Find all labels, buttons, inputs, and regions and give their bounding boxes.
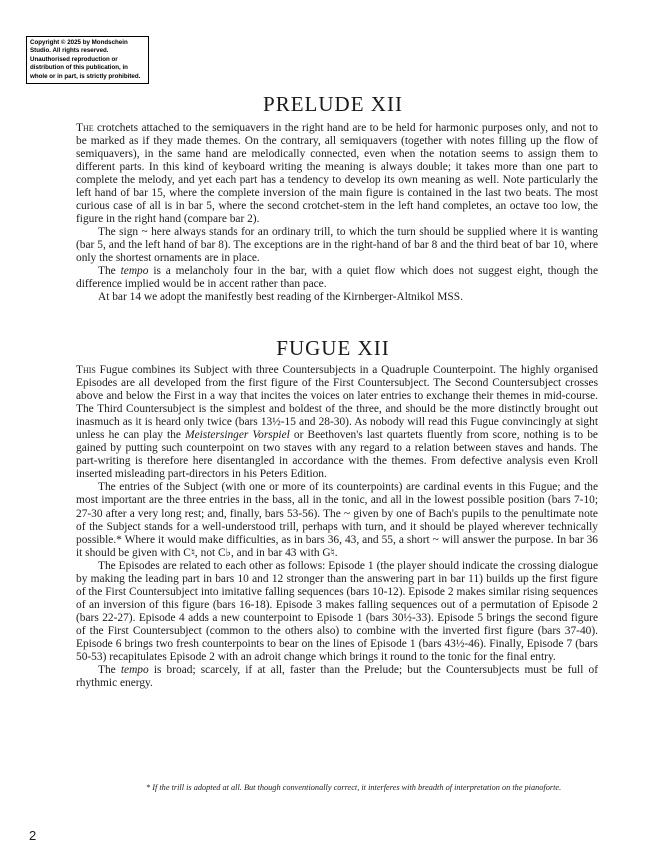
prelude-body xyxy=(76,122,598,304)
prelude-title: PRELUDE XII xyxy=(263,92,403,116)
prelude-paragraph-text: crotchets attached to the semiquavers in the right hand are to be held for harmonic purposes only, and not to be marked as if they made themes. On the contrary, all semiquavers (together with notes filling up the flow of semiquavers), in the same hand are melodically connected, even when the notation seems to assign them to different parts. In this kind of keyboard writing the meaning is always double; it takes more than one part to complete the melody, and yet each part has a tendency to develop its own meaning as well. Note particularly the left hand of bar 15, where the complete inversion of the main figure is contained in the last two beats. The most curious case of all is in bar 5, where the second crotchet-stem in the left hand completes, an octave too low, the figure in the right hand (compare bar 2). xyxy=(76,122,598,225)
fugue-paragraph-episodes: The Episodes are related to each other as follows: Episode 1 (the player should indicate the crossing dialogue by making the leading part in bars 10 and 12 stronger than the answering part in bar 11) builds up the first figure of the First Countersubject into imitative falling sequences (bars 10-12). Episode 2 makes similar rising sequences of an inversion of this figure (bars 16-18). Episode 3 makes falling sequences out of a permutation of Episode 2 (bars 22-27). Episode 4 adds a new counterpoint to Episode 1 (bars 30½-33). Episode 5 brings the second figure of the First Countersubject (common to the others also) to combine with the inverted first figure (bars 37-40). Episode 6 brings two fresh counterpoints to bear on the lines of Episode 1 (bars 43½-46). Finally, Episode 7 (bars 50-53) recapitulates Episode 2 with an adroit change which brings it round to the tonic for the final entry. xyxy=(76,559,598,664)
page-number: 2 xyxy=(29,828,37,843)
prelude-trill-paragraph: The sign ~ here always stands for an ordinary trill, to which the turn should be supplied where it is wanting (bar 5, and the left hand of bar 8). The exceptions are in the right-hand of bar 8 and the third beat of bar 10, where only the shortest ornaments are in place. xyxy=(76,226,598,264)
fugue-tempo-word: tempo xyxy=(120,664,149,677)
prelude-tempo-paragraph xyxy=(76,265,598,291)
fugue-intro-b: or Beethoven's last quartets fluently from score, nothing is to be gained by putting such counterpoint on two staves with any regard to a relation between staves and hands. The part-writing is therefore here disentangled in accordance with the themes. From defective analysis even Kroll inserted misleading part-directors in his Peters Edition. xyxy=(76,429,598,481)
fugue-paragraph-intro xyxy=(76,364,598,481)
fugue-body xyxy=(76,364,598,690)
copyright-notice: Copyright © 2025 by Mondschein Studio. All rights reserved. Unauthorised reproduction or distribution of this publication, in whole or in part, is strictly prohibited. xyxy=(26,36,149,84)
prelude-tempo-word: tempo xyxy=(120,265,149,277)
fugue-paragraph-tempo xyxy=(76,664,598,690)
meistersinger-title: Meistersinger Vorspiel xyxy=(185,429,290,442)
prelude-tempo-suffix: is a melancholy four in the bar, with a quiet flow which does not suggest eight, though the difference implied would be in accent rather than pace. xyxy=(76,265,598,290)
prelude-paragraph xyxy=(76,122,598,226)
fugue-tempo-suffix: is broad; scarcely, if at all, faster than the Prelude; but the Countersubjects must be full of rhythmic energy. xyxy=(76,664,598,690)
prelude-first-word: The xyxy=(76,122,94,134)
prelude-bar14-paragraph: At bar 14 we adopt the manifestly best reading of the Kirnberger-Altnikol MSS. xyxy=(98,291,463,303)
prelude-tempo-prefix: The xyxy=(98,265,116,277)
fugue-intro-a: Fugue combines its Subject with three Countersubjects in a Quadruple Counterpoint. The highly organised Episodes are all developed from the first figure of the First Countersubject. The Second Countersubject crosses above and below the First in a way that incites the voices on later entries to exchange their themes in mid-course. The Third Countersubject is the simplest and boldest of the three, and should be the more distinctly brought out inasmuch as it is heard only twice (bars 13½-15 and 28-30). As nobody will read this Fugue convincingly at sight unless he can play the xyxy=(76,364,598,442)
footnote: * If the trill is adopted at all. But though conventionally correct, it interferes with breadth of interpretation on the pianoforte. xyxy=(146,783,562,792)
fugue-tempo-prefix: The xyxy=(98,664,116,677)
fugue-title: FUGUE XII xyxy=(276,336,390,360)
fugue-first-word: This xyxy=(76,364,96,376)
fugue-paragraph-entries: The entries of the Subject (with one or more of its counterpoints) are cardinal events in this Fugue; and the most important are the three entries in the bass, all in the tonic, and all in the lowest possible position (bars 7-10; 27-30 after a very long rest; and, finally, bars 53-56). The ~ given by one of Bach's pupils to the penultimate note of the Subject stands for a well-understood trill, perhaps with turn, and it should be played wherever technically possible.* Where it would make difficulties, as in bars 36, 43, and 55, a short ~ will answer the purpose. In bar 36 it should be given with C♮, not C♭, and in bar 43 with G♮. xyxy=(76,481,598,559)
